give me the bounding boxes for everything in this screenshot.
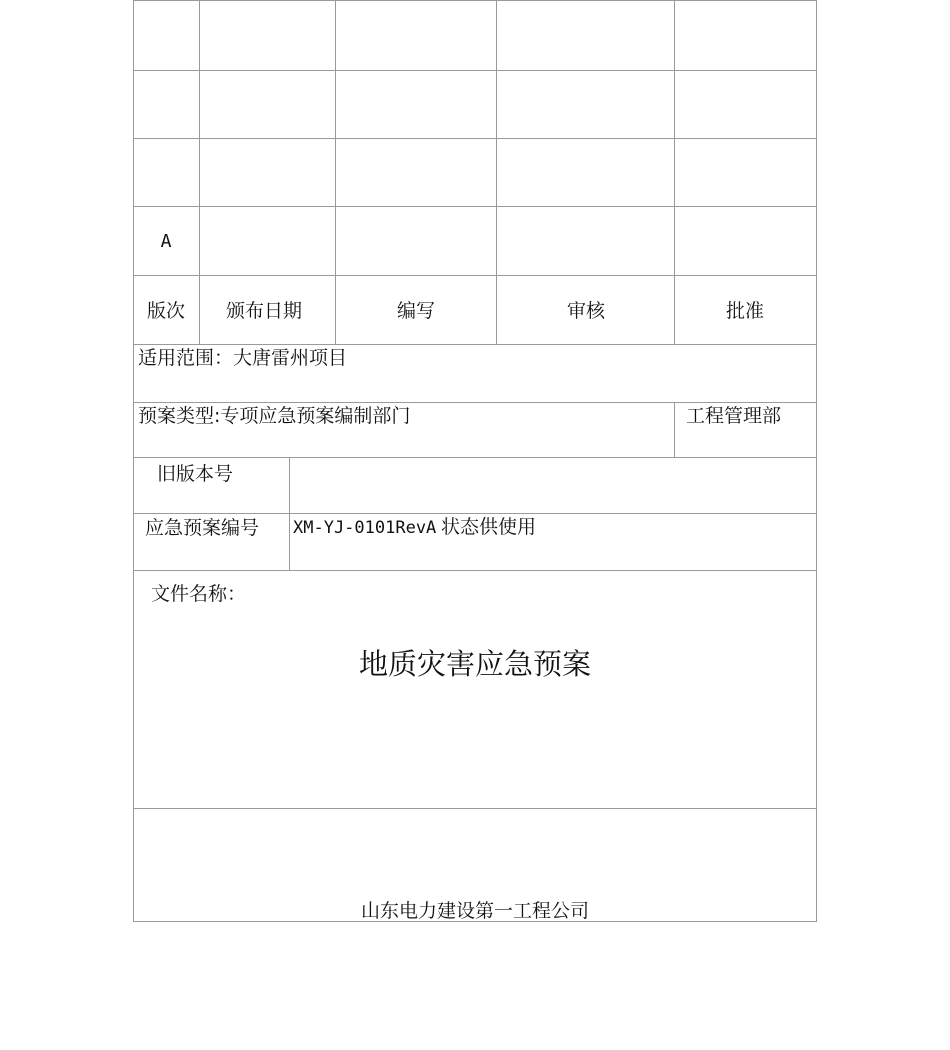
grid-line (674, 402, 675, 457)
document-title: 地质灾害应急预案 (358, 647, 592, 681)
plan-number-label: 应急预案编号 (145, 517, 260, 539)
header-approver: 批准 (725, 300, 765, 322)
plan-number-status: 状态供使用 (441, 516, 537, 538)
grid-line (133, 570, 817, 571)
file-name-label: 文件名称： (151, 583, 247, 605)
plan-type-text: 预案类型:专项应急预案编制部门 (138, 405, 411, 427)
company-name: 山东电力建设第一工程公司 (360, 900, 590, 922)
grid-line (133, 344, 817, 345)
grid-line (335, 0, 336, 344)
header-version: 版次 (146, 300, 186, 322)
revision-version-cell: A (160, 231, 172, 252)
grid-line (289, 457, 290, 570)
grid-line (133, 808, 817, 809)
grid-line (133, 457, 817, 458)
grid-line (133, 70, 817, 71)
grid-line (133, 275, 817, 276)
grid-line (133, 206, 817, 207)
plan-number-code: XM-YJ-0101RevA (293, 518, 437, 538)
grid-line (133, 513, 817, 514)
grid-line (133, 138, 817, 139)
grid-line (496, 0, 497, 344)
grid-line (674, 0, 675, 344)
header-release-date: 颁布日期 (225, 300, 303, 322)
grid-line (133, 402, 817, 403)
grid-line (133, 0, 817, 1)
old-version-label: 旧版本号 (157, 463, 234, 485)
scope-text: 适用范围：大唐雷州项目 (138, 347, 348, 369)
department-text: 工程管理部 (686, 405, 782, 427)
grid-line (199, 0, 200, 344)
header-author: 编写 (396, 300, 436, 322)
header-reviewer: 审核 (566, 300, 606, 322)
